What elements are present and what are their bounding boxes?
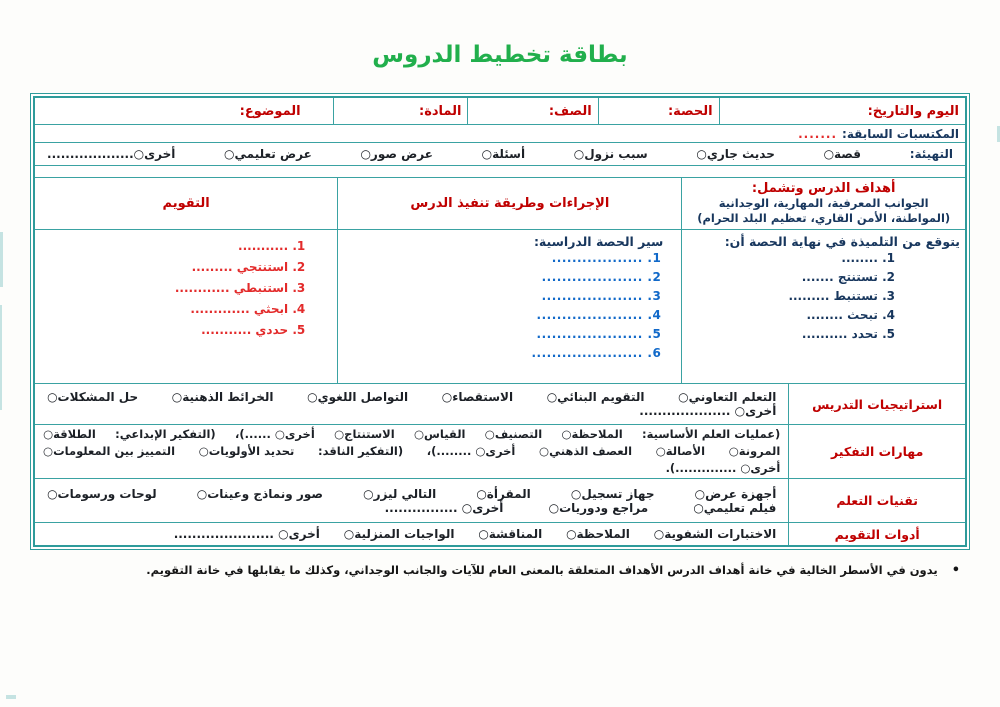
procedures-header-cell [338, 178, 681, 230]
learning-tech-option: لوحات ورسومات○ [47, 486, 157, 501]
footnote [40, 563, 960, 578]
assessment-tool-option: الواجبات المنزلية○ [343, 527, 455, 541]
objective-item: 3. تستنبط ......... [788, 289, 895, 303]
strategies-other-blank: أخرى○ .................... [639, 404, 777, 418]
procedure-step: 1. .................. [551, 251, 662, 265]
learning-tech-content [35, 479, 788, 522]
learning-tech-row [35, 478, 965, 522]
evaluation-header-cell [35, 178, 337, 230]
page-title: بطاقة تخطيط الدروس [372, 42, 628, 68]
procedure-step: 4. ..................... [536, 308, 662, 322]
strategies-label: استراتيجيات التدريس [812, 396, 943, 412]
prior-learning-label: المكتسبات السابقة: [842, 126, 959, 141]
objectives-header: أهداف الدرس وتشمل: [751, 181, 896, 196]
field-period-label: الحصة: [667, 103, 713, 119]
thinking-skills-other-blank: أخرى○ ..............). [665, 461, 781, 475]
thinking-skill-option: أخرى○ ........)، [426, 444, 516, 458]
procedure-step: 3. .................... [541, 289, 662, 303]
thinking-skill-option: الأصالة○ [655, 444, 706, 458]
strategies-label-cell [788, 384, 965, 424]
info-row [35, 98, 965, 124]
strategy-option: التعلم التعاوني○ [678, 390, 777, 404]
strategy-option: حل المشكلات○ [47, 390, 139, 404]
warmup-option: أخرى○................... [47, 147, 176, 161]
thinking-skills-label: مهارات التفكير [831, 444, 924, 459]
thinking-skills-label-cell [788, 425, 965, 478]
field-topic [35, 98, 333, 124]
field-period [598, 98, 719, 124]
bullet-marker: • [951, 563, 960, 578]
thinking-skill-option: القياس○ [414, 427, 466, 441]
thinking-skill-option: التمييز بين المعلومات○ [43, 444, 176, 458]
thinking-skill-option: تحديد الأولويات○ [198, 444, 295, 458]
objectives-lead: يتوقع من التلميذة في نهاية الحصة أن: [724, 234, 960, 249]
objective-item: 1. ........ [841, 251, 895, 265]
learning-tech-option: أخرى○ ................ [384, 500, 504, 515]
main-section [35, 177, 965, 383]
procedure-step: 6. ...................... [531, 346, 662, 360]
thinking-skills-content [35, 425, 788, 478]
warmup-option: قصة○ [823, 147, 861, 161]
assessment-tools-options [162, 527, 789, 541]
evaluation-item: 2. استنتجي ......... [191, 260, 306, 274]
procedures-body [338, 230, 681, 383]
procedures-list [338, 249, 681, 363]
thinking-skill-option: التصنيف○ [484, 427, 543, 441]
scan-artifact [0, 305, 2, 410]
thinking-skill-option: المرونة○ [728, 444, 781, 458]
thinking-skills-line2 [35, 443, 788, 460]
field-subject-label: المادة: [419, 103, 462, 119]
warmup-option: أسئلة○ [481, 147, 526, 161]
assessment-tools-content [35, 523, 788, 545]
thinking-skill-option: الملاحظة○ [561, 427, 623, 441]
strategy-option: التواصل اللغوي○ [307, 390, 409, 404]
scan-artifact [6, 695, 16, 699]
prior-learning-blank: ....... [798, 126, 838, 141]
assessment-tool-option: أخرى○ ...................... [173, 527, 320, 541]
procedure-step: 2. .................... [541, 270, 662, 284]
evaluation-column [35, 178, 337, 383]
procedures-header: الإجراءات وطريقة تنفيذ الدرس [410, 196, 610, 211]
warmup-option: عرض صور○ [360, 147, 433, 161]
field-day-date-label: اليوم والتاريخ: [867, 103, 959, 119]
lesson-card-table [33, 96, 967, 547]
procedures-column [337, 178, 681, 383]
strategies-options [35, 390, 788, 404]
assessment-tool-option: الاختبارات الشفوية○ [653, 527, 777, 541]
field-day-date [719, 98, 965, 124]
strategy-option: الخرائط الذهنية○ [171, 390, 274, 404]
learning-tech-line1 [35, 487, 788, 501]
objective-item: 2. تستنتج ....... [801, 270, 895, 284]
objective-item: 5. تحدد .......... [801, 327, 895, 341]
warmup-row [35, 142, 965, 165]
learning-tech-option: المقرأة○ [476, 486, 531, 501]
evaluation-item: 4. ابحثي ............. [190, 302, 306, 316]
warmup-option: عرض تعليمي○ [224, 147, 312, 161]
learning-tech-option: مراجع ودوريات○ [548, 500, 649, 515]
field-subject [333, 98, 468, 124]
evaluation-item: 1. ........... [238, 239, 306, 253]
thinking-skill-option: العصف الذهني○ [539, 444, 633, 458]
thinking-skills-row [35, 424, 965, 478]
strategies-content [35, 384, 788, 424]
objectives-list [682, 249, 965, 344]
evaluation-item: 5. حددي ........... [201, 323, 306, 337]
evaluation-header: التقويم [162, 196, 210, 211]
thinking-skill-option: أخرى○ ......)، [234, 427, 315, 441]
warmup-label: التهيئة: [909, 147, 953, 161]
thinking-skill-option: الاستنتاج○ [334, 427, 395, 441]
assessment-tools-label: أدوات التقويم [834, 526, 920, 542]
strategies-row [35, 383, 965, 424]
objectives-column [681, 178, 965, 383]
learning-tech-option: التالي ليزر○ [363, 486, 437, 501]
evaluation-item: 3. استنبطي ............ [174, 281, 306, 295]
learning-tech-label: تقنيات التعلم [836, 493, 918, 508]
objective-item: 4. تبحث ........ [806, 308, 895, 322]
objectives-header-cell [682, 178, 965, 230]
field-grade-label: الصف: [548, 103, 592, 119]
evaluation-body [35, 230, 337, 383]
strategy-option: التقويم البنائي○ [546, 390, 645, 404]
learning-tech-option: جهاز تسجيل○ [570, 486, 655, 501]
spacer-row [35, 165, 965, 177]
procedure-step: 5. ..................... [536, 327, 662, 341]
thinking-skill-option: (التفكير الناقد: [318, 444, 404, 458]
learning-tech-option: فيلم تعليمي○ [693, 500, 777, 515]
learning-tech-option: صور ونماذج وعينات○ [196, 486, 323, 501]
prior-learning-row [35, 124, 965, 142]
assessment-tool-option: الملاحظة○ [566, 527, 630, 541]
objectives-subheader: الجوانب المعرفية، المهارية، الوجدانية (المواطنة، الأمن القاري، تعظيم البلد الحرام) [697, 196, 951, 225]
strategy-option: الاستقصاء○ [441, 390, 514, 404]
assessment-tools-label-cell [788, 523, 965, 545]
evaluation-list [35, 234, 337, 341]
learning-tech-label-cell [788, 479, 965, 522]
warmup-option: حديث جاري○ [696, 147, 775, 161]
learning-tech-option: أجهزة عرض○ [694, 486, 777, 501]
objectives-body [682, 230, 965, 383]
thinking-skill-option: (عمليات العلم الأساسية: [642, 427, 781, 441]
footnote-text: يدون في الأسطر الخالية في خانة أهداف الدرس الأهداف المتعلقة بالمعنى العام للآيات والجانب الوجداني، وكذلك ما يقابلها في خانة التقويم. [146, 563, 938, 577]
assessment-tools-row [35, 522, 965, 545]
warmup-option: سبب نزول○ [573, 147, 648, 161]
procedures-lead: سير الحصة الدراسية: [533, 234, 664, 249]
learning-tech-line2 [373, 501, 789, 515]
lesson-card [30, 93, 970, 550]
scan-artifact [0, 232, 3, 287]
thinking-skill-option: الطلاقة○ [43, 427, 96, 441]
thinking-skill-option: (التفكير الإبداعي: [115, 427, 216, 441]
field-grade [467, 98, 597, 124]
field-topic-label: الموضوع: [239, 103, 301, 119]
thinking-skills-line1 [35, 426, 788, 443]
assessment-tool-option: المناقشة○ [478, 527, 543, 541]
